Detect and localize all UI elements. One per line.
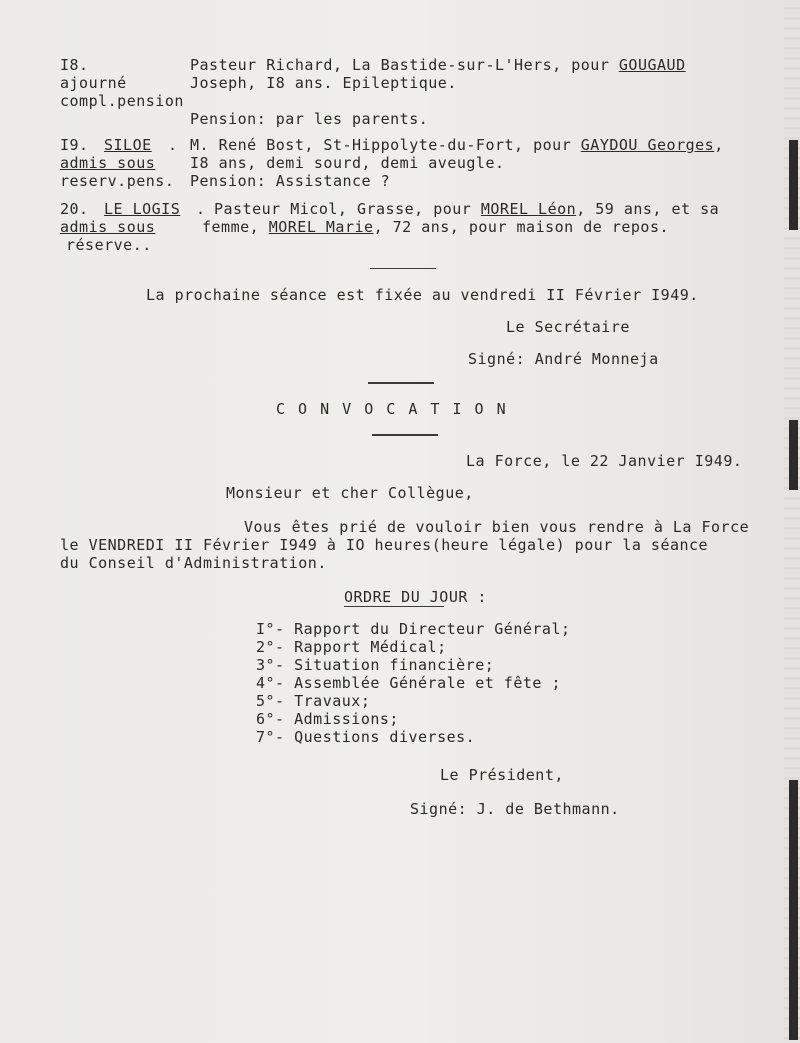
home-name: LE LOGIS [104, 200, 181, 218]
entry-description: Pasteur Richard, La Bastide-sur-L'Hers, pour GOUGAUD [190, 56, 686, 74]
agenda-item: 5°- Travaux; [256, 692, 371, 710]
entry-status: reserv.pens. [60, 172, 175, 190]
secretary-signature: Signé: André Monneja [468, 350, 659, 368]
divider [344, 606, 444, 607]
candidate-name: GOUGAUD [618, 56, 686, 74]
entry-number: I9. [60, 136, 89, 154]
entry-description: Joseph, I8 ans. Epileptique. [190, 74, 457, 92]
body-line: Vous êtes prié de vouloir bien vous rendre à La Force [244, 518, 750, 536]
candidate-name: MOREL Léon [480, 200, 577, 218]
next-meeting: La prochaine séance est fixée au vendredi II Février I949. [146, 286, 699, 304]
entry-description: femme, MOREL Marie, 72 ans, pour maison de repos. [202, 218, 670, 236]
entry-description: Pasteur Micol, Grasse, pour MOREL Léon, 59 ans, et sa [214, 200, 720, 218]
place-date: La Force, le 22 Janvier I949. [466, 452, 743, 470]
agenda-item: I°- Rapport du Directeur Général; [256, 620, 571, 638]
entry-description: Pension: Assistance ? [190, 172, 391, 190]
salutation: Monsieur et cher Collègue, [226, 484, 474, 502]
agenda-item: 7°- Questions diverses. [256, 728, 476, 746]
agenda-item: 3°- Situation financière; [256, 656, 495, 674]
entry-status: ajourné [60, 74, 127, 92]
entry-status: compl.pension [60, 92, 184, 110]
president-signature: Signé: J. de Bethmann. [410, 800, 620, 818]
entry-description: I8 ans, demi sourd, demi aveugle. [190, 154, 505, 172]
page-edge [784, 0, 800, 1043]
divider [372, 434, 438, 436]
agenda-item: 2°- Rapport Médical; [256, 638, 447, 656]
entry-status: réserve.. [66, 236, 152, 254]
agenda-item: 6°- Admissions; [256, 710, 399, 728]
agenda-title: ORDRE DU JOUR : [344, 588, 487, 606]
convocation-title: C O N V O C A T I O N [276, 400, 508, 418]
entry-description: Pension: par les parents. [190, 110, 429, 128]
home-name: SILOE [104, 136, 152, 154]
president-title: Le Président, [440, 766, 564, 784]
entry-number: 20. [60, 200, 89, 218]
secretary-title: Le Secrétaire [506, 318, 630, 336]
body-line: du Conseil d'Administration. [60, 554, 327, 572]
candidate-name: GAYDOU Georges [580, 136, 715, 154]
divider [370, 268, 436, 269]
entry-number: I8. [60, 56, 89, 74]
entry-status: admis sous [60, 218, 156, 236]
body-line: le VENDREDI II Février I949 à IO heures(heure légale) pour la séance [60, 536, 709, 554]
document-page: I8. Pasteur Richard, La Bastide-sur-L'Hers, pour GOUGAUD ajourné Joseph, I8 ans. Epileptique. compl.pension Pension: par les parents. I9. SILOE . M. René Bost, St-Hippolyte-du-Fort, pour GAYDOU Georges, admis sous I8 ans, demi sourd, demi aveugle. reserv.pens. Pension: Assistance ? 20. LE LOGIS . Pasteur Micol, Grasse, pour MOREL Léon, 59 ans, et sa admis sous femme, MOREL Marie, 72 ans, pour maison de repos. réserve.. La prochaine séance est fixée au vendredi II Février I949. Le Secrétaire Signé: André Monneja C O N V O C A T I O N La Force, le 22 Janvier I949. Monsieur et cher Collègue, Vous êtes prié de vouloir bien vous rendre à La Force le VENDREDI II Février I949 à IO heures(heure légale) pour la séance du Conseil d'Administration. ORDRE DU JOUR : I°- Rapport du Directeur Général; 2°- Rapport Médical; 3°- Situation financière; 4°- Assemblée Générale et fête ; 5°- Travaux; 6°- Admissions; 7°- Questions diverses. Le Président, Signé: J. de Bethmann. [0, 0, 800, 1043]
candidate-name: MOREL Marie [268, 218, 374, 236]
entry-description: M. René Bost, St-Hippolyte-du-Fort, pour GAYDOU Georges, [190, 136, 724, 154]
agenda-item: 4°- Assemblée Générale et fête ; [256, 674, 561, 692]
entry-status: admis sous [60, 154, 156, 172]
divider [368, 382, 434, 384]
